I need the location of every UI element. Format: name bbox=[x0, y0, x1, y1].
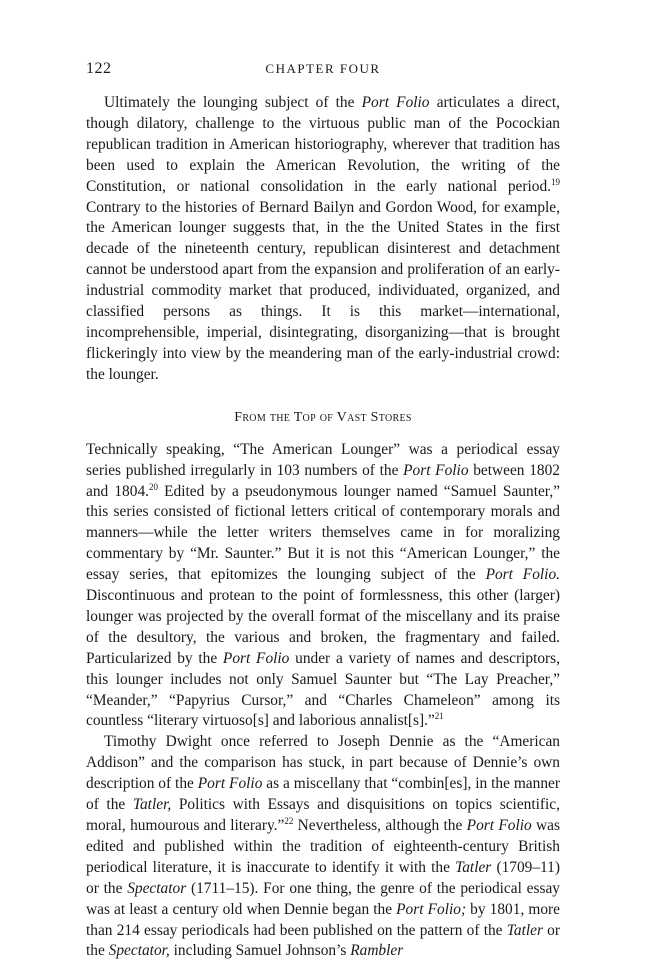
footnote-ref: 20 bbox=[149, 481, 158, 492]
page-number: 122 bbox=[86, 60, 112, 77]
paragraph-1: Ultimately the lounging subject of the Port Folio articulates a direct, though dilatory, challenge to the virtuous public man of the Pocockian republican tradition in American historiography, wherever that tradition has been used to explain the American Revolution, the writing of the Constitution, or national consolidation in the early national period.$^{19}$ Contrary to the histories of Bernard Bailyn and Gordon Wood, for example, the American lounger suggests that, in the the United States in the first decade of the nineteenth century, republican disinterest and detachment cannot be understood apart from the expansion and proliferation of an early-industrial commodity market that produced, individuated, organized, and classified persons as things. It is this market—international, incomprehensible, imperial, disintegrating, disorganizing—that is brought flickeringly into view by the meandering man of the early-industrial crowd: the lounger. bbox=[86, 94, 560, 383]
paragraph-2: Technically speaking, “The American Lounger” was a periodical essay series published irregularly in 103 numbers of the Port Folio between 1802 and 1804.20 Edited by a pseudonymous lounger named “Samuel Saunter,” this series consisted of fictional letters critical of contemporary morals and manners—while the letter writers themselves came in for moralizing commentary by “Mr. Saunter.” But it is not this “American Lounger,” the essay series, that epitomizes the lounging subject of the Port Folio. Discontinuous and protean to the point of formlessness, this other (larger) lounger was projected by the overall format of the miscellany and its praise of the desultory, the various and broken, the fragmentary and failed. Particularized by the Port Folio under a variety of names and descriptors, this lounger includes not only Samuel Saunter but “The Lay Preacher,” “Meander,” “Papyrius Cursor,” and “Charles Chameleon” among its countless “literary virtuoso[s] and laborious annalist[s].”$^{21}$ bbox=[86, 440, 560, 730]
footnote-ref: 19 bbox=[551, 176, 560, 187]
section-heading: From the Top of Vast Stores bbox=[234, 409, 412, 425]
footnote-ref: 21 bbox=[434, 711, 444, 722]
paragraph-3: Timothy Dwight once referred to Joseph Dennie as the “American Addison” and the comparison has stuck, in part because of Dennie’s own description of the Port Folio as a miscellany that “combin[es], in the manner of the Tatler, Politics with Essays and disquisitions on topics scientific, moral, humourous and literary.”$^{22}$ Nevertheless, although the Port Folio was edited and published within the tradition of eighteenth-century British periodical literature, it is inaccurate to identify it with the Tatler (1709–11) or the Spectator (1711–15). For one thing, the genre of the periodical essay was at least a century old when Dennie began the Port Folio; by 1801, more than 214 essay periodicals had been published on the pattern of the Tatler or the Spectator, including Samuel Johnson’s Rambler bbox=[86, 733, 561, 960]
footnote-ref: 22 bbox=[284, 815, 294, 826]
running-head: CHAPTER FOUR bbox=[265, 61, 381, 76]
page-body bbox=[86, 93, 560, 962]
page-header bbox=[86, 60, 560, 80]
